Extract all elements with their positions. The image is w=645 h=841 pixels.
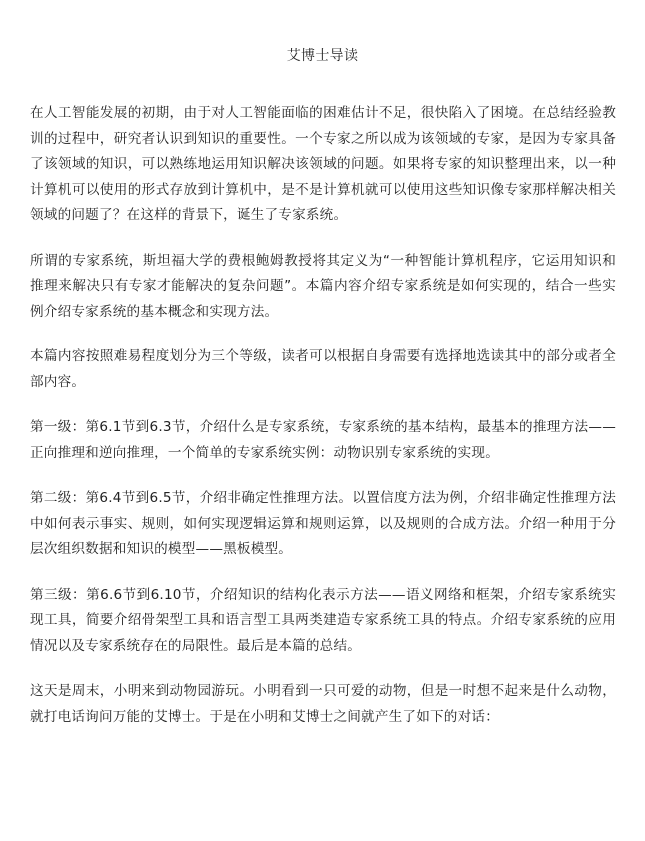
paragraph-story: 这天是周末，小明来到动物园游玩。小明看到一只可爱的动物，但是一时想不起来是什么动物，就打电话询问万能的艾博士。于是在小明和艾博士之间就产生了如下的对话： (30, 683, 616, 725)
paragraph-level-two: 第二级：第6.4节到6.5节，介绍非确定性推理方法。以置信度方法为例，介绍非确定性推理方法中如何表示事实、规则，如何实现逻辑运算和规则运算，以及规则的合成方法。介绍一种用于分层次组织数据和知识的模型——黑板模型。 (30, 490, 616, 557)
paragraph-definition: 所谓的专家系统，斯坦福大学的费根鲍姆教授将其定义为“一种智能计算机程序，它运用知识和推理来解决只有专家才能解决的复杂问题”。本篇内容介绍专家系统是如何实现的，结合一些实例介绍专家系统的基本概念和实现方法。 (30, 252, 616, 320)
document-body (30, 101, 616, 730)
paragraph-intro: 在人工智能发展的初期，由于对人工智能面临的困难估计不足，很快陷入了困境。在总结经验教训的过程中，研究者认识到知识的重要性。一个专家之所以成为该领域的专家，是因为专家具备了该领域的知识，可以熟练地运用知识解决该领域的问题。如果将专家的知识整理出来，以一种计算机可以使用的形式存放到计算机中，是不是计算机就可以使用这些知识像专家那样解决相关领域的问题了？在这样的背景下，诞生了专家系统。 (30, 105, 616, 223)
paragraph-level-one: 第一级：第6.1节到6.3节，介绍什么是专家系统，专家系统的基本结构，最基本的推理方法——正向推理和逆向推理，一个简单的专家系统实例：动物识别专家系统的实现。 (30, 419, 616, 461)
paragraph-level-three: 第三级：第6.6节到6.10节，介绍知识的结构化表示方法——语义网络和框架，介绍专家系统实现工具，简要介绍骨架型工具和语言型工具两类建造专家系统工具的特点。介绍专家系统的应用情况以及专家系统存在的局限性。最后是本篇的总结。 (30, 586, 616, 654)
paragraph-difficulty-levels: 本篇内容按照难易程度划分为三个等级，读者可以根据自身需要有选择地选读其中的部分或者全部内容。 (30, 348, 616, 390)
document-title: 艾博士导读 (286, 48, 359, 64)
